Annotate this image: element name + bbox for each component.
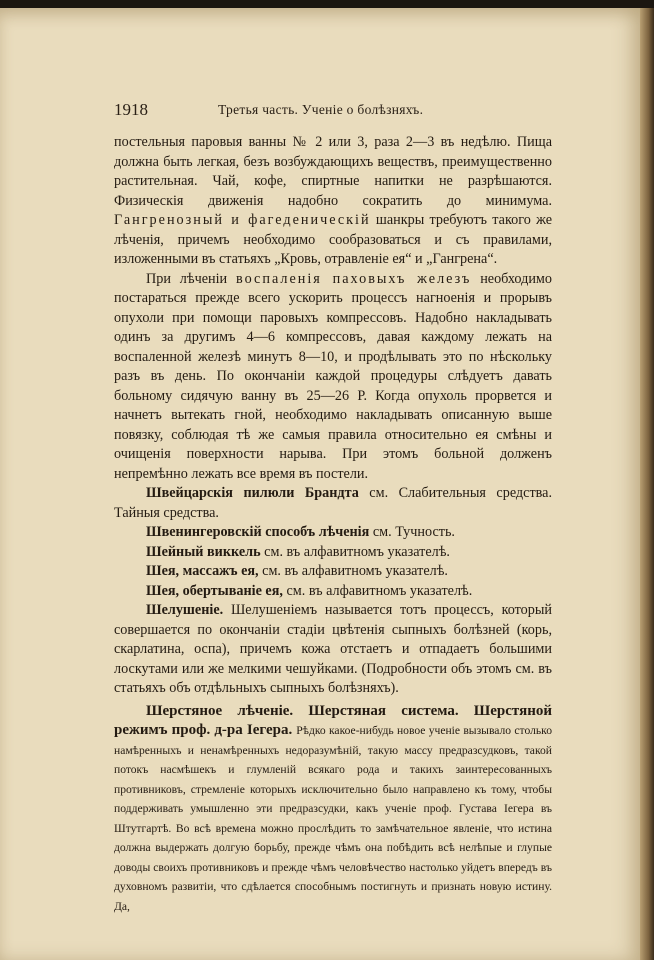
paragraph-text: шанкры требуютъ такого же лѣченія, причемъ необходимо сообразоваться и съ правилами, изложенными въ статьяхъ „Кровь, отравленіе ея“ и „Гангрена“. bbox=[114, 212, 552, 267]
paragraph-continued bbox=[114, 133, 552, 270]
entry-wool-treatment bbox=[114, 702, 552, 917]
entry-term: Шерстяное лѣченіе. Шерстяная система. Шерстяной режимъ проф. д-ра Iегера. bbox=[114, 702, 552, 738]
entry-text: см. Тучность. bbox=[369, 524, 455, 540]
entry-text: см. въ алфавитномъ указателѣ. bbox=[282, 582, 473, 599]
entry-text: Шелушеніемъ называется тотъ процессъ, который совершается по окончаніи стадіи цвѣтенія сыпныхъ болѣзней (корь, скарлатина, оспа), причемъ кожа отстаетъ и отпадаетъ большими лоскутами или же мелкими чешуйками. (Подробности объ этомъ см. въ статьяхъ объ отдѣльныхъ сыпныхъ болѣзняхъ). bbox=[114, 602, 552, 696]
spaced-term: Гангренозный и фагеденическій bbox=[114, 212, 371, 228]
entry-desquamation bbox=[114, 601, 552, 699]
paragraph-inguinal bbox=[114, 270, 552, 485]
paragraph-text: постельныя паровыя ванны № 2 или 3, раза 2—3 въ недѣлю. Пища должна быть легкая, безъ возбуждающихъ веществъ, преимущественно растительная. Чай, кофе, спиртные напитки не разрѣшаются. Физическія движенія надобно сократить до минимума. bbox=[114, 134, 552, 209]
entry-term: Швейцарскія пилюли Брандта bbox=[146, 485, 359, 501]
spaced-term: воспаленія паховыхъ железъ bbox=[236, 270, 472, 287]
entry-neck-wrap bbox=[114, 543, 552, 563]
paragraph-text: необходимо постараться прежде всего ускорить процессъ нагноенія и прорывъ опухоли при помощи паровыхъ компрессовъ. Надобно накладывать одинъ за другимъ 4—6 компрессовъ, давая каждому лежать на воспаленной железѣ минутъ 8—10, и продѣлывать это по нѣскольку разъ въ день. По окончаніи каждой процедуры слѣдуетъ давать больному сидячую ванну въ 25—26 Р. Когда опухоль прорвется и начнетъ вытекать гной, необходимо накладывать описанную выше повязку, соблюдая тѣ же самыя правила относительно ея смѣны и очищенія поверхности нарыва. При этомъ больной долженъ непремѣнно лежать все время въ постели. bbox=[114, 270, 552, 482]
entry-text: см. Слабительныя средства. Тайныя средства. bbox=[114, 485, 552, 521]
entry-brandt-pills bbox=[114, 484, 552, 523]
entry-text: см. въ алфавитномъ указателѣ. bbox=[258, 563, 448, 579]
entry-term: Шея, массажъ ея, bbox=[146, 563, 259, 579]
paragraph-text: При лѣченіи bbox=[146, 270, 228, 287]
running-title: Третья часть. Ученіе о болѣзняхъ. bbox=[218, 102, 424, 117]
book-spine bbox=[640, 8, 654, 960]
entry-schweninger bbox=[114, 523, 552, 543]
entry-neck-wrapping bbox=[114, 582, 552, 602]
entry-term: Шея, обертываніе ея, bbox=[146, 582, 283, 599]
page-number: 1918 bbox=[114, 100, 148, 119]
entry-term: Шелушеніе. bbox=[146, 602, 224, 618]
book-page bbox=[0, 8, 640, 960]
entry-term: Швенингеровскій способъ лѣченія bbox=[146, 524, 370, 540]
entry-term: Шейный виккель bbox=[146, 543, 261, 560]
page-body bbox=[114, 133, 552, 916]
entry-text: см. въ алфавитномъ указателѣ. bbox=[260, 543, 450, 560]
entry-text-small: Рѣдко какое-нибудь новое ученіе вызывало столько намѣренныхъ и ненамѣренныхъ недоразумѣній, такую массу предразсудковъ, такой потокъ насмѣшекъ и глумленій всякаго рода и такихъ заинтересованныхъ противниковъ, стремленіе которыхъ исключительно было направлено къ тому, чтобы поддерживать умышленно эти предразсудки, какъ ученіе проф. Густава Iегера въ Штутгартѣ. Во всѣ времена можно прослѣдить то замѣчательное явленіе, что истина должна выдержать долгую борьбу, прежде чѣмъ она побѣдить всѣ нелѣпые и глупые доводы своихъ противниковъ и прежде чѣмъ человѣчество настолько уйдетъ впередъ въ духовномъ развитіи, что сдѣлается способнымъ постигнуть и признать новую истину. Да, bbox=[114, 724, 552, 913]
entry-neck-massage bbox=[114, 562, 552, 582]
